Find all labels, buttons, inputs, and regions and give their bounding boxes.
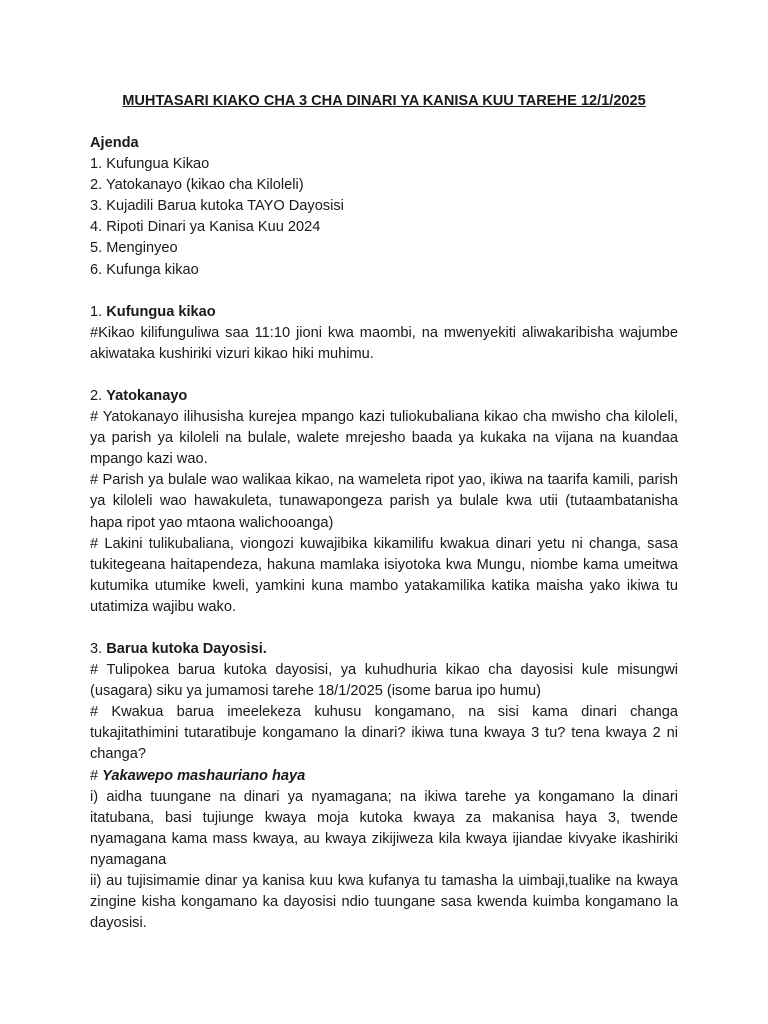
agenda-item: 6. Kufunga kikao [90, 261, 199, 278]
section-2-paragraph: # Parish ya bulale wao walikaa kikao, na wameleta ripot yao, ikiwa na taarifa kamili, parish ya kiloleli wao hawakuleta, tunawapongeza parish ya bulale kwa utii (tutaambatanisha hapa ripot yao mtaona walichooanga) [90, 472, 678, 531]
section-1-heading: 1. Kufungua kikao [90, 303, 216, 320]
document-title: MUHTASARI KIAKO CHA 3 CHA DINARI YA KANISA KUU TAREHE 12/1/2025 [122, 93, 646, 109]
section-3-paragraph: # Tulipokea barua kutoka dayosisi, ya kuhudhuria kikao cha dayosisi kule misungwi (usagara) siku ya jumamosi tarehe 18/1/2025 (isome barua ipo humu) [90, 662, 678, 700]
agenda-item: 3. Kujadili Barua kutoka TAYO Dayosisi [90, 198, 344, 215]
section-2 [90, 386, 678, 618]
section-3-paragraph: # Kwakua barua imeelekeza kuhusu kongamano, na sisi kama dinari changa tukajitathimini tutaratibuje kongamano la dinari? ikiwa tuna kwaya 3 tu? tena kwaya 2 ni changa? [90, 704, 678, 763]
section-2-paragraph: # Lakini tulikubaliana, viongozi kuwajibika kikamilifu kwakua dinari yetu ni changa, sasa tukitegeana haitapendeza, hakuna mamlaka isiyotoka kwa Mungu, niombe kama umeitwa kutumika utumike kweli, yamkini kuna mambo yatakamilika katika maisha yako ikiwa tu utatimiza wajibu wako. [90, 535, 678, 615]
section-3-paragraph: i) aidha tuungane na dinari ya nyamagana; na ikiwa tarehe ya kongamano la dinari itatubana, basi tujiunge kwaya moja kutoka kwaya za makanisa haya 3, twende nyamagana kama mass kwaya, au kwaya zikijiweza kila kwaya ijiandae kivyake ikashiriki nyamagana [90, 788, 678, 868]
section-2-paragraph: # Yatokanayo ilihusisha kurejea mpango kazi tuliokubaliana kikao cha mwisho cha kiloleli, ya parish ya kiloleli na bulale, walete mrejesho baada ya kukaka na vijana na kuandaa mpango kazi wao. [90, 409, 678, 468]
section-3-subheading: # Yakawepo mashauriano haya [90, 767, 306, 784]
agenda-item: 1. Kufungua Kikao [90, 156, 210, 173]
agenda-heading: Ajenda [90, 135, 139, 151]
section-1-paragraph: #Kikao kilifunguliwa saa 11:10 jioni kwa maombi, na mwenyekiti aliwakaribisha wajumbe akiwataka kushiriki vizuri kikao hiki muhimu. [90, 324, 678, 362]
agenda-item: 4. Ripoti Dinari ya Kanisa Kuu 2024 [90, 219, 321, 236]
section-3-paragraph: ii) au tujisimamie dinar ya kanisa kuu kwa kufanya tu tamasha la uimbaji,tualike na kwaya zingine kisha kongamano ka dayosisi ndio tuungane sasa kwenda kuimba kongamano la dayosisi. [90, 873, 678, 932]
section-1 [90, 302, 678, 365]
section-2-heading: 2. Yatokanayo [90, 387, 188, 404]
section-3 [90, 639, 678, 934]
agenda-section [90, 133, 678, 281]
agenda-item: 2. Yatokanayo (kikao cha Kiloleli) [90, 177, 304, 194]
agenda-item: 5. Menginyeo [90, 240, 178, 257]
section-3-heading: 3. Barua kutoka Dayosisi. [90, 640, 267, 657]
